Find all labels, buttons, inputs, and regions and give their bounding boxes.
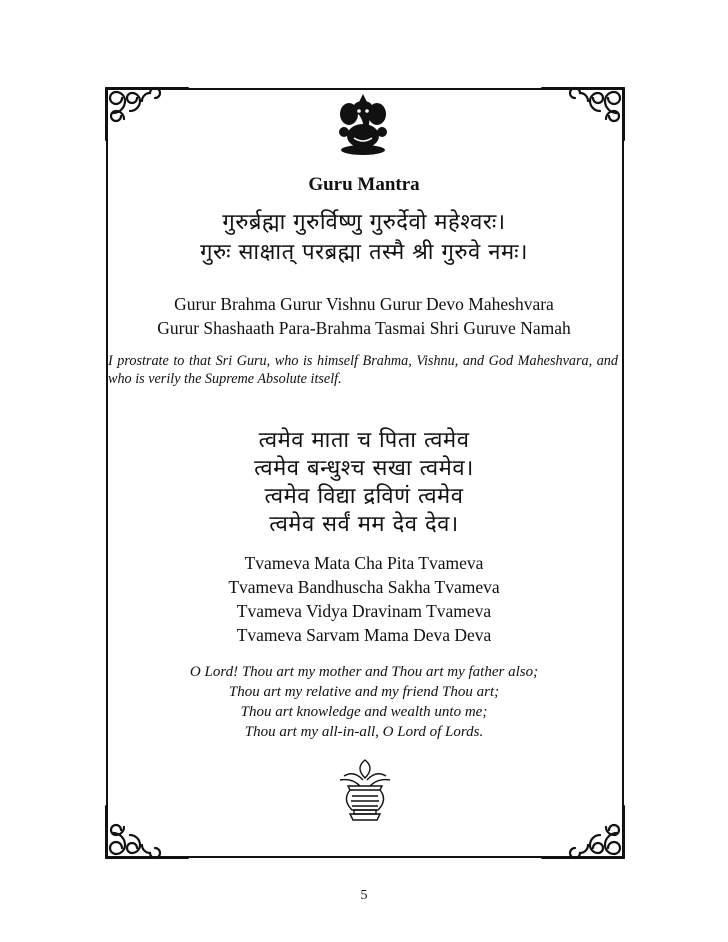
translation-line: Thou art my all-in-all, O Lord of Lords. bbox=[244, 724, 484, 740]
page-number: 5 bbox=[360, 888, 368, 903]
page-title: Guru Mantra bbox=[308, 174, 420, 195]
sanskrit-line: त्वमेव विद्या द्रविणं त्वमेव bbox=[264, 484, 464, 509]
sanskrit-line: गुरुः साक्षात् परब्रह्मा तस्मै श्री गुरुवे नमः। bbox=[200, 240, 528, 265]
transliteration-line: Tvameva Sarvam Mama Deva Deva bbox=[236, 625, 492, 645]
swirl-corner-icon bbox=[540, 804, 626, 860]
kalash-icon bbox=[334, 756, 396, 824]
transliteration-line: Tvameva Vidya Dravinam Tvameva bbox=[236, 601, 492, 621]
sanskrit-line: त्वमेव माता च पिता त्वमेव bbox=[258, 428, 470, 453]
sanskrit-line: त्वमेव सर्वं मम देव देव। bbox=[269, 512, 459, 537]
transliteration-line: Gurur Shashaath Para-Brahma Tasmai Shri Guruve Namah bbox=[157, 318, 571, 338]
sanskrit-line: त्वमेव बन्धुश्च सखा त्वमेव। bbox=[254, 456, 474, 481]
sanskrit-line: गुरुर्ब्रह्मा गुरुर्विष्णु गुरुर्देवो महेश्वरः। bbox=[222, 210, 506, 235]
translation-line: Thou art knowledge and wealth unto me; bbox=[240, 704, 488, 720]
swirl-corner-icon bbox=[104, 86, 190, 142]
transliteration-line: Tvameva Mata Cha Pita Tvameva bbox=[244, 553, 484, 573]
swirl-corner-icon bbox=[540, 86, 626, 142]
translation-line: Thou art my relative and my friend Thou art; bbox=[228, 684, 500, 700]
translation-line: O Lord! Thou art my mother and Thou art my father also; bbox=[189, 664, 539, 680]
transliteration-line: Gurur Brahma Gurur Vishnu Gurur Devo Maheshvara bbox=[174, 294, 554, 314]
swirl-corner-icon bbox=[104, 804, 190, 860]
ganesha-icon bbox=[330, 92, 396, 156]
transliteration-line: Tvameva Bandhuscha Sakha Tvameva bbox=[228, 577, 500, 597]
translation-paragraph: I prostrate to that Sri Guru, who is himself Brahma, Vishnu, and God Maheshvara, and who is verily the Supreme Absolute itself. bbox=[108, 353, 618, 387]
